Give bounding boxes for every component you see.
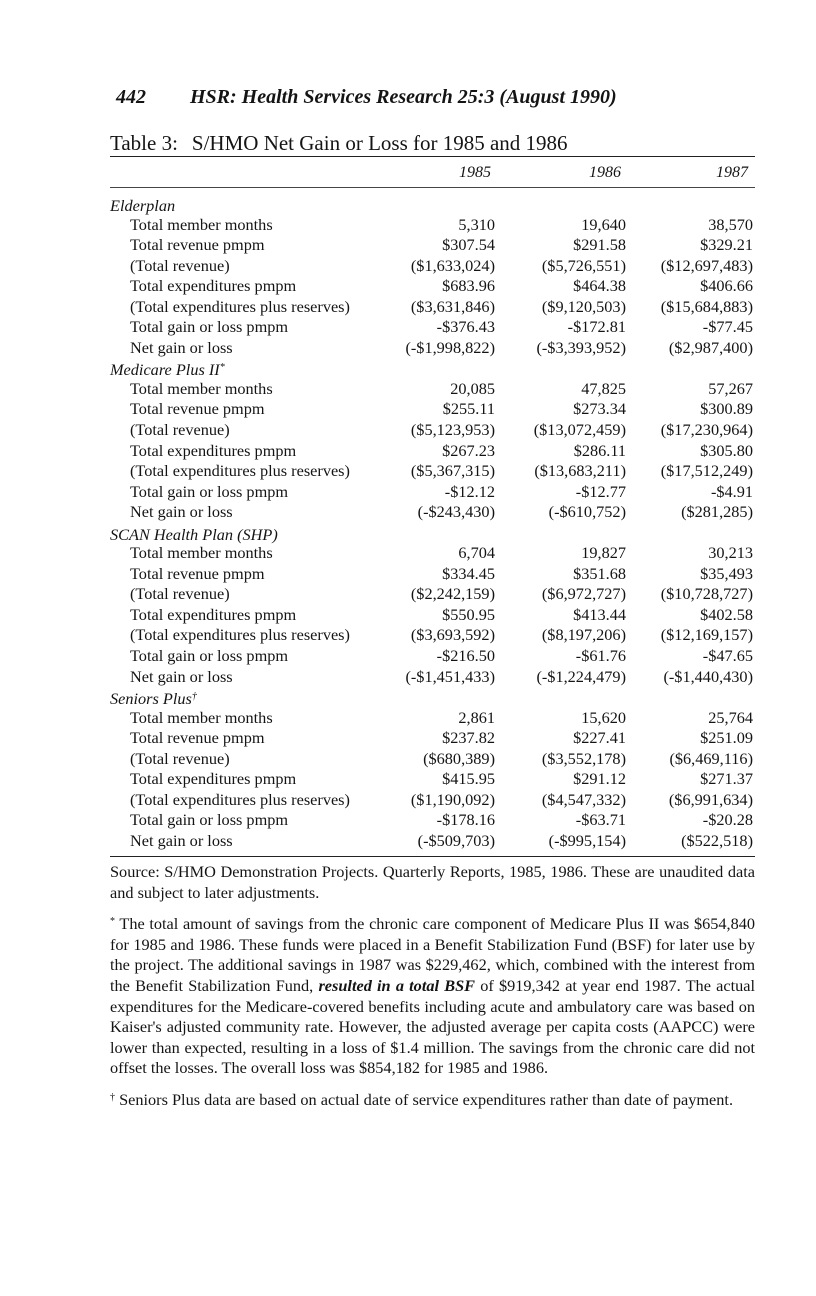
footnote-star [110, 912, 755, 1079]
cell-1986: $286.11 [573, 440, 626, 460]
cell-1985: (-$1,451,433) [405, 666, 495, 686]
cell-1986: (-$610,752) [548, 502, 626, 522]
cell-1986: ($13,683,211) [534, 461, 626, 481]
section-footnote-marker: * [219, 362, 225, 374]
row-label: Total revenue pmpm [130, 728, 265, 748]
running-header [116, 86, 617, 109]
cell-1985: $255.11 [442, 399, 495, 419]
table-row [110, 379, 755, 400]
table-row [110, 297, 755, 318]
table-row [110, 338, 755, 359]
cell-1987: $251.09 [700, 728, 753, 748]
row-label: Total expenditures pmpm [130, 604, 297, 624]
row-label: Total member months [130, 214, 273, 234]
row-label: Total member months [130, 707, 273, 727]
table-row [110, 605, 755, 626]
column-header-row [110, 157, 755, 187]
row-label: (Total revenue) [130, 748, 230, 768]
table-row [110, 769, 755, 790]
cell-1987: ($15,684,883) [660, 296, 753, 316]
row-label: Total expenditures pmpm [130, 769, 297, 789]
table-label: Table 3: [110, 131, 178, 155]
row-label: Total gain or loss pmpm [130, 481, 289, 501]
row-label: (Total expenditures plus reserves) [130, 625, 350, 645]
cell-1987: $271.37 [700, 769, 753, 789]
cell-1987: $402.58 [700, 604, 753, 624]
table-row [110, 584, 755, 605]
row-label: Net gain or loss [130, 502, 233, 522]
table-row [110, 728, 755, 749]
row-label: (Total revenue) [130, 420, 230, 440]
cell-1987: ($12,697,483) [660, 255, 753, 275]
section-name: Seniors Plus [110, 689, 192, 709]
row-label: Total revenue pmpm [130, 235, 265, 255]
row-label: Total member months [130, 378, 273, 398]
cell-1985: 2,861 [458, 707, 495, 727]
table-caption: S/HMO Net Gain or Loss for 1985 and 1986 [191, 131, 568, 155]
journal-citation: HSR: Health Services Research 25:3 (August 1990) [190, 86, 617, 108]
cell-1986: 15,620 [581, 707, 626, 727]
cell-1985: 6,704 [458, 543, 495, 563]
table-row [110, 625, 755, 646]
cell-1987: (-$1,440,430) [663, 666, 753, 686]
page-number: 442 [116, 86, 146, 108]
cell-1985: ($5,123,953) [410, 420, 495, 440]
cell-1986: ($6,972,727) [541, 584, 626, 604]
table-row [110, 235, 755, 256]
footnotes [110, 862, 755, 1120]
cell-1985: ($3,631,846) [410, 296, 495, 316]
cell-1987: -$47.65 [702, 646, 753, 666]
table-row [110, 441, 755, 462]
row-label: Total gain or loss pmpm [130, 646, 289, 666]
row-label: (Total revenue) [130, 255, 230, 275]
table-bottom-rule [110, 856, 755, 857]
cell-1985: (-$243,430) [417, 502, 495, 522]
cell-1987: -$77.45 [702, 317, 753, 337]
row-label: Total expenditures pmpm [130, 276, 297, 296]
row-label: Total revenue pmpm [130, 563, 265, 583]
row-label: (Total expenditures plus reserves) [130, 296, 350, 316]
cell-1985: -$216.50 [436, 646, 495, 666]
row-label: (Total expenditures plus reserves) [130, 789, 350, 809]
footnote-star-text-a: The total amount of savings from the chronic care component of Medicare Plus II was $654,840 for 1985 and 1986. These funds were placed in a Benefit Stabilization Fund (BSF) for later use by the project. The additional savings in 1987 was $229,462, which, combined with the interest from the Benefit Stabilization Fund, [110, 914, 755, 995]
table-row [110, 482, 755, 503]
table-row [110, 708, 755, 729]
cell-1987: $300.89 [700, 399, 753, 419]
row-label: Total gain or loss pmpm [130, 810, 289, 830]
footnote-dagger-marker: † [110, 1091, 115, 1103]
table-row [110, 420, 755, 441]
table-row [110, 215, 755, 236]
table-row [110, 256, 755, 277]
cell-1986: ($8,197,206) [541, 625, 626, 645]
cell-1985: $550.95 [442, 604, 495, 624]
row-label: Net gain or loss [130, 666, 233, 686]
cell-1986: 47,825 [581, 378, 626, 398]
cell-1985: $334.45 [442, 563, 495, 583]
cell-1986: $273.34 [573, 399, 626, 419]
cell-1987: 25,764 [708, 707, 753, 727]
section-heading [110, 687, 755, 708]
cell-1985: (-$1,998,822) [405, 337, 495, 357]
column-header-1985: 1985 [459, 164, 491, 181]
table-body [110, 194, 755, 852]
cell-1987: 57,267 [708, 378, 753, 398]
footnote-star-emphasis: resulted in a total BSF [318, 975, 475, 995]
cell-1986: $413.44 [573, 604, 626, 624]
row-label: (Total expenditures plus reserves) [130, 461, 350, 481]
cell-1986: -$63.71 [575, 810, 626, 830]
footnote-star-text-b: of $919,342 at year end 1987. The actual expenditures for the Medicare-covered benefits including acute and ambulatory care was based on Kaiser's adjusted community rate. However, the adjusted average per capita costs (AAPCC) were lower than expected, resulting in a loss of $1.4 million. The savings from the chronic care did not offset the losses. The overall loss was $854,182 for 1985 and 1986. [110, 975, 755, 1078]
cell-1987: ($17,512,249) [660, 461, 753, 481]
cell-1986: (-$995,154) [548, 830, 626, 850]
cell-1987: ($6,991,634) [668, 789, 753, 809]
cell-1985: 20,085 [450, 378, 495, 398]
cell-1986: $351.68 [573, 563, 626, 583]
cell-1986: 19,827 [581, 543, 626, 563]
cell-1985: -$12.12 [444, 481, 495, 501]
row-label: Net gain or loss [130, 337, 233, 357]
cell-1985: (-$509,703) [417, 830, 495, 850]
table-title [110, 131, 568, 156]
footnote-dagger-text: Seniors Plus data are based on actual date of service expenditures rather than date of payment. [119, 1089, 734, 1109]
section-heading [110, 358, 755, 379]
cell-1987: ($522,518) [681, 830, 753, 850]
cell-1985: ($2,242,159) [410, 584, 495, 604]
cell-1986: ($4,547,332) [541, 789, 626, 809]
section-name: SCAN Health Plan (SHP) [110, 524, 278, 544]
cell-1987: ($281,285) [681, 502, 753, 522]
cell-1987: ($12,169,157) [660, 625, 753, 645]
cell-1985: ($680,389) [423, 748, 495, 768]
cell-1987: ($17,230,964) [660, 420, 753, 440]
table-row [110, 667, 755, 688]
cell-1987: -$4.91 [710, 481, 753, 501]
cell-1986: $227.41 [573, 728, 626, 748]
cell-1986: -$12.77 [575, 481, 626, 501]
cell-1986: $291.58 [573, 235, 626, 255]
section-name: Elderplan [110, 196, 176, 215]
cell-1986: ($3,552,178) [541, 748, 626, 768]
cell-1985: $237.82 [442, 728, 495, 748]
table-row [110, 564, 755, 585]
cell-1985: ($1,190,092) [410, 789, 495, 809]
row-label: Total gain or loss pmpm [130, 317, 289, 337]
column-header-1986: 1986 [589, 164, 621, 181]
column-header-1987: 1987 [716, 164, 748, 181]
row-label: Net gain or loss [130, 830, 233, 850]
cell-1985: $683.96 [442, 276, 495, 296]
table-row [110, 399, 755, 420]
cell-1987: 30,213 [708, 543, 753, 563]
cell-1986: $464.38 [573, 276, 626, 296]
cell-1986: 19,640 [581, 214, 626, 234]
cell-1987: ($10,728,727) [660, 584, 753, 604]
table-row [110, 790, 755, 811]
table-row [110, 543, 755, 564]
cell-1987: $35,493 [700, 563, 753, 583]
cell-1987: $406.66 [700, 276, 753, 296]
cell-1987: 38,570 [708, 214, 753, 234]
table-row [110, 810, 755, 831]
section-heading [110, 194, 755, 215]
cell-1986: (-$1,224,479) [536, 666, 626, 686]
row-label: Total expenditures pmpm [130, 440, 297, 460]
cell-1987: $329.21 [700, 235, 753, 255]
section-name: Medicare Plus II [110, 360, 220, 380]
row-label: Total member months [130, 543, 273, 563]
cell-1985: ($1,633,024) [410, 255, 495, 275]
cell-1985: -$178.16 [436, 810, 495, 830]
source-note: Source: S/HMO Demonstration Projects. Quarterly Reports, 1985, 1986. These are unaudited data and subject to later adjustments. [110, 862, 755, 902]
table-row [110, 502, 755, 523]
row-label: (Total revenue) [130, 584, 230, 604]
cell-1987: $305.80 [700, 440, 753, 460]
cell-1985: ($3,693,592) [410, 625, 495, 645]
cell-1987: ($6,469,116) [669, 748, 753, 768]
cell-1987: -$20.28 [702, 810, 753, 830]
cell-1985: $267.23 [442, 440, 495, 460]
table-row [110, 749, 755, 770]
cell-1986: ($9,120,503) [541, 296, 626, 316]
cell-1987: ($2,987,400) [668, 337, 753, 357]
footnote-star-marker: * [110, 916, 115, 928]
section-heading [110, 523, 755, 544]
table-row [110, 461, 755, 482]
cell-1986: ($5,726,551) [541, 255, 626, 275]
cell-1986: -$172.81 [567, 317, 626, 337]
cell-1986: -$61.76 [575, 646, 626, 666]
row-label: Total revenue pmpm [130, 399, 265, 419]
table-row [110, 276, 755, 297]
data-table [110, 156, 755, 857]
cell-1985: -$376.43 [436, 317, 495, 337]
cell-1985: 5,310 [458, 214, 495, 234]
cell-1985: ($5,367,315) [410, 461, 495, 481]
table-row [110, 831, 755, 852]
cell-1986: $291.12 [573, 769, 626, 789]
cell-1986: (-$3,393,952) [536, 337, 626, 357]
section-footnote-marker: † [191, 691, 197, 703]
footnote-dagger [110, 1088, 755, 1111]
cell-1986: ($13,072,459) [533, 420, 626, 440]
cell-1985: $307.54 [442, 235, 495, 255]
table-row [110, 317, 755, 338]
cell-1985: $415.95 [442, 769, 495, 789]
table-row [110, 646, 755, 667]
